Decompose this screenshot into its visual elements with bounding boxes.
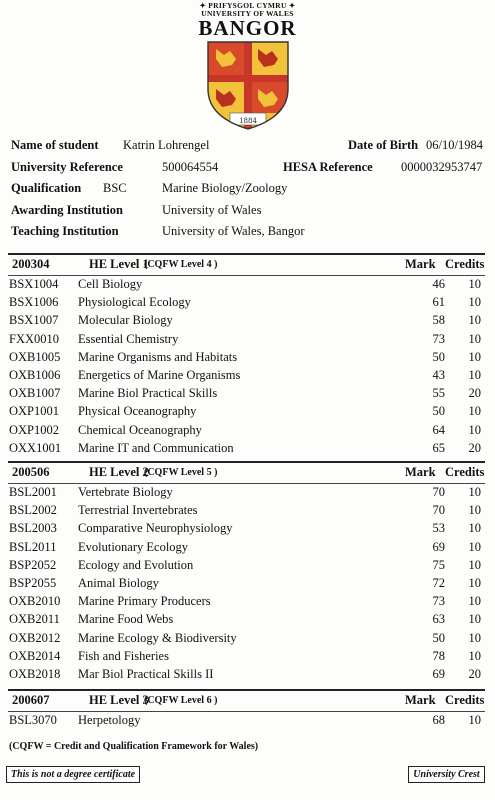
section-cqfw: (CQFW Level 5 ) bbox=[144, 467, 218, 478]
crest-bangor: BANGOR bbox=[198, 16, 297, 40]
module-credits: 10 bbox=[468, 404, 481, 419]
module-title: Energetics of Marine Organisms bbox=[78, 367, 241, 382]
dob-value: 06/10/1984 bbox=[426, 138, 483, 152]
module-mark: 50 bbox=[432, 404, 445, 419]
module-code: OXB2018 bbox=[9, 666, 61, 681]
module-code: OXB1006 bbox=[9, 367, 61, 382]
module-title: Marine Primary Producers bbox=[78, 594, 211, 609]
module-credits: 10 bbox=[468, 331, 481, 346]
module-mark: 61 bbox=[432, 295, 445, 310]
module-code: BSP2052 bbox=[9, 557, 57, 572]
module-credits: 10 bbox=[468, 503, 481, 518]
module-title: Marine Ecology & Biodiversity bbox=[78, 630, 237, 645]
disclaimer-box: This is not a degree certificate bbox=[6, 766, 140, 783]
mark-column-header: Mark bbox=[405, 465, 436, 479]
module-mark: 53 bbox=[432, 521, 445, 536]
module-credits: 10 bbox=[468, 277, 481, 291]
module-title: Marine IT and Communication bbox=[78, 440, 234, 455]
qualification-code: BSC bbox=[103, 181, 127, 195]
awarding-value: University of Wales bbox=[162, 202, 262, 217]
table-row bbox=[8, 556, 485, 574]
credits-column-header: Credits bbox=[445, 693, 485, 707]
row-awarding bbox=[11, 203, 489, 225]
module-code: BSX1006 bbox=[9, 295, 59, 310]
student-name: Katrin Lohrengel bbox=[123, 138, 210, 152]
module-mark: 55 bbox=[432, 386, 445, 401]
module-mark: 50 bbox=[432, 630, 445, 645]
module-code: BSX1004 bbox=[9, 277, 59, 291]
module-mark: 69 bbox=[432, 666, 445, 681]
module-mark: 63 bbox=[432, 612, 445, 627]
credits-column-header: Credits bbox=[445, 257, 485, 271]
university-crest bbox=[0, 2, 495, 131]
section-level: HE Level 3 bbox=[89, 693, 149, 707]
module-title: Comparative Neurophysiology bbox=[78, 521, 233, 536]
row-name-dob bbox=[11, 138, 489, 160]
module-title: Marine Food Webs bbox=[78, 612, 174, 627]
cqfw-footnote: (CQFW = Credit and Qualification Framework for Wales) bbox=[9, 741, 259, 752]
crest-welsh-name: ✦ PRIFYSGOL CYMRU ✦ bbox=[199, 1, 296, 10]
table-row bbox=[8, 366, 485, 384]
crest-english-name: UNIVERSITY OF WALES bbox=[201, 9, 294, 18]
table-row bbox=[8, 629, 485, 647]
credits-column-header: Credits bbox=[445, 465, 485, 479]
university-crest-box: University Crest bbox=[408, 766, 485, 783]
module-code: OXB1005 bbox=[9, 349, 61, 364]
module-title: Molecular Biology bbox=[78, 313, 173, 328]
teaching-value: University of Wales, Bangor bbox=[162, 224, 305, 238]
module-credits: 10 bbox=[468, 295, 481, 310]
module-mark: 50 bbox=[432, 349, 445, 364]
table-row bbox=[8, 483, 485, 501]
module-title: Ecology and Evolution bbox=[78, 557, 194, 572]
module-mark: 68 bbox=[432, 713, 445, 727]
module-code: BSP2055 bbox=[9, 575, 57, 590]
module-code: OXB2014 bbox=[9, 648, 61, 663]
crest-year: 1884 bbox=[238, 117, 257, 125]
uni-ref-value: 500064554 bbox=[162, 159, 219, 174]
module-mark: 69 bbox=[432, 539, 445, 554]
table-row bbox=[8, 293, 485, 311]
table-row bbox=[8, 665, 485, 683]
module-list-level3 bbox=[8, 711, 485, 729]
section-header-level1 bbox=[8, 253, 485, 276]
module-title: Mar Biol Practical Skills II bbox=[78, 666, 214, 681]
module-mark: 70 bbox=[432, 503, 445, 518]
dob-label: Date of Birth bbox=[348, 138, 419, 152]
module-title: Physiological Ecology bbox=[78, 295, 191, 310]
module-code: OXB2011 bbox=[9, 612, 60, 627]
module-credits: 20 bbox=[468, 386, 481, 401]
module-code: FXX0010 bbox=[9, 331, 60, 346]
module-list-level2 bbox=[8, 483, 485, 683]
module-mark: 70 bbox=[432, 485, 445, 499]
module-mark: 43 bbox=[432, 367, 445, 382]
uni-ref-label: University Reference bbox=[11, 159, 123, 174]
module-code: OXP1002 bbox=[9, 422, 60, 437]
module-credits: 10 bbox=[468, 349, 481, 364]
qualification-label: Qualification bbox=[11, 181, 82, 195]
table-row bbox=[8, 538, 485, 556]
module-mark: 46 bbox=[432, 277, 445, 291]
row-references bbox=[11, 160, 489, 182]
section-year: 200607 bbox=[12, 693, 50, 707]
student-info bbox=[11, 138, 489, 246]
teaching-label: Teaching Institution bbox=[11, 224, 119, 238]
module-mark: 58 bbox=[432, 313, 445, 328]
module-mark: 75 bbox=[432, 557, 445, 572]
module-mark: 65 bbox=[432, 440, 445, 455]
module-title: Marine Organisms and Habitats bbox=[78, 349, 238, 364]
module-credits: 10 bbox=[468, 521, 481, 536]
module-title: Herpetology bbox=[78, 713, 141, 727]
shield-icon bbox=[202, 39, 294, 131]
module-credits: 10 bbox=[468, 630, 481, 645]
table-row bbox=[8, 348, 485, 366]
module-mark: 73 bbox=[432, 331, 445, 346]
module-title: Evolutionary Ecology bbox=[78, 539, 189, 554]
module-code: OXX1001 bbox=[9, 440, 62, 455]
table-row bbox=[8, 330, 485, 348]
table-row bbox=[8, 384, 485, 402]
module-title: Chemical Oceanography bbox=[78, 422, 202, 437]
table-row bbox=[8, 439, 485, 457]
table-row bbox=[8, 311, 485, 329]
table-row bbox=[8, 402, 485, 420]
table-row bbox=[8, 647, 485, 665]
section-header-level3 bbox=[8, 689, 485, 712]
module-title: Physical Oceanography bbox=[78, 404, 197, 419]
module-code: OXP1001 bbox=[9, 404, 60, 419]
table-row bbox=[8, 275, 485, 293]
module-code: BSL2002 bbox=[9, 503, 57, 518]
module-credits: 20 bbox=[468, 666, 481, 681]
module-credits: 10 bbox=[468, 557, 481, 572]
section-year: 200304 bbox=[12, 257, 50, 271]
module-credits: 10 bbox=[468, 422, 481, 437]
module-code: BSL3070 bbox=[9, 713, 57, 727]
student-name-label: Name of student bbox=[11, 138, 99, 152]
module-title: Marine Biol Practical Skills bbox=[78, 386, 218, 401]
table-row bbox=[8, 711, 485, 729]
module-code: OXB2010 bbox=[9, 594, 61, 609]
module-title: Fish and Fisheries bbox=[78, 648, 169, 663]
module-credits: 10 bbox=[468, 539, 481, 554]
mark-column-header: Mark bbox=[405, 257, 436, 271]
module-credits: 10 bbox=[468, 367, 481, 382]
module-credits: 10 bbox=[468, 713, 481, 727]
table-row bbox=[8, 501, 485, 519]
module-mark: 73 bbox=[432, 594, 445, 609]
module-code: BSX1007 bbox=[9, 313, 59, 328]
module-credits: 10 bbox=[468, 594, 481, 609]
table-row bbox=[8, 610, 485, 628]
qualification-value: Marine Biology/Zoology bbox=[162, 181, 288, 195]
row-qualification bbox=[11, 181, 489, 203]
module-credits: 10 bbox=[468, 485, 481, 499]
section-year: 200506 bbox=[12, 465, 50, 479]
section-cqfw: (CQFW Level 4 ) bbox=[144, 259, 218, 270]
awarding-label: Awarding Institution bbox=[11, 202, 123, 217]
module-code: BSL2001 bbox=[9, 485, 57, 499]
module-list-level1 bbox=[8, 275, 485, 457]
module-code: BSL2003 bbox=[9, 521, 57, 536]
module-mark: 72 bbox=[432, 575, 445, 590]
module-credits: 10 bbox=[468, 313, 481, 328]
module-mark: 64 bbox=[432, 422, 445, 437]
row-teaching bbox=[11, 224, 489, 246]
module-title: Cell Biology bbox=[78, 277, 143, 291]
module-credits: 10 bbox=[468, 648, 481, 663]
hesa-value: 0000032953747 bbox=[401, 159, 483, 174]
module-credits: 20 bbox=[468, 440, 481, 455]
module-code: OXB2012 bbox=[9, 630, 61, 645]
module-credits: 10 bbox=[468, 575, 481, 590]
section-cqfw: (CQFW Level 6 ) bbox=[144, 695, 218, 706]
hesa-label: HESA Reference bbox=[283, 159, 373, 174]
module-title: Essential Chemistry bbox=[78, 331, 179, 346]
table-row bbox=[8, 574, 485, 592]
module-mark: 78 bbox=[432, 648, 445, 663]
module-credits: 10 bbox=[468, 612, 481, 627]
table-row bbox=[8, 421, 485, 439]
table-row bbox=[8, 519, 485, 537]
module-title: Terrestrial Invertebrates bbox=[78, 503, 198, 518]
module-title: Vertebrate Biology bbox=[78, 485, 173, 499]
section-level: HE Level 1 bbox=[89, 257, 149, 271]
table-row bbox=[8, 592, 485, 610]
module-title: Animal Biology bbox=[78, 575, 159, 590]
section-header-level2 bbox=[8, 461, 485, 484]
section-level: HE Level 2 bbox=[89, 465, 149, 479]
module-code: BSL2011 bbox=[9, 539, 57, 554]
mark-column-header: Mark bbox=[405, 693, 436, 707]
module-code: OXB1007 bbox=[9, 386, 61, 401]
